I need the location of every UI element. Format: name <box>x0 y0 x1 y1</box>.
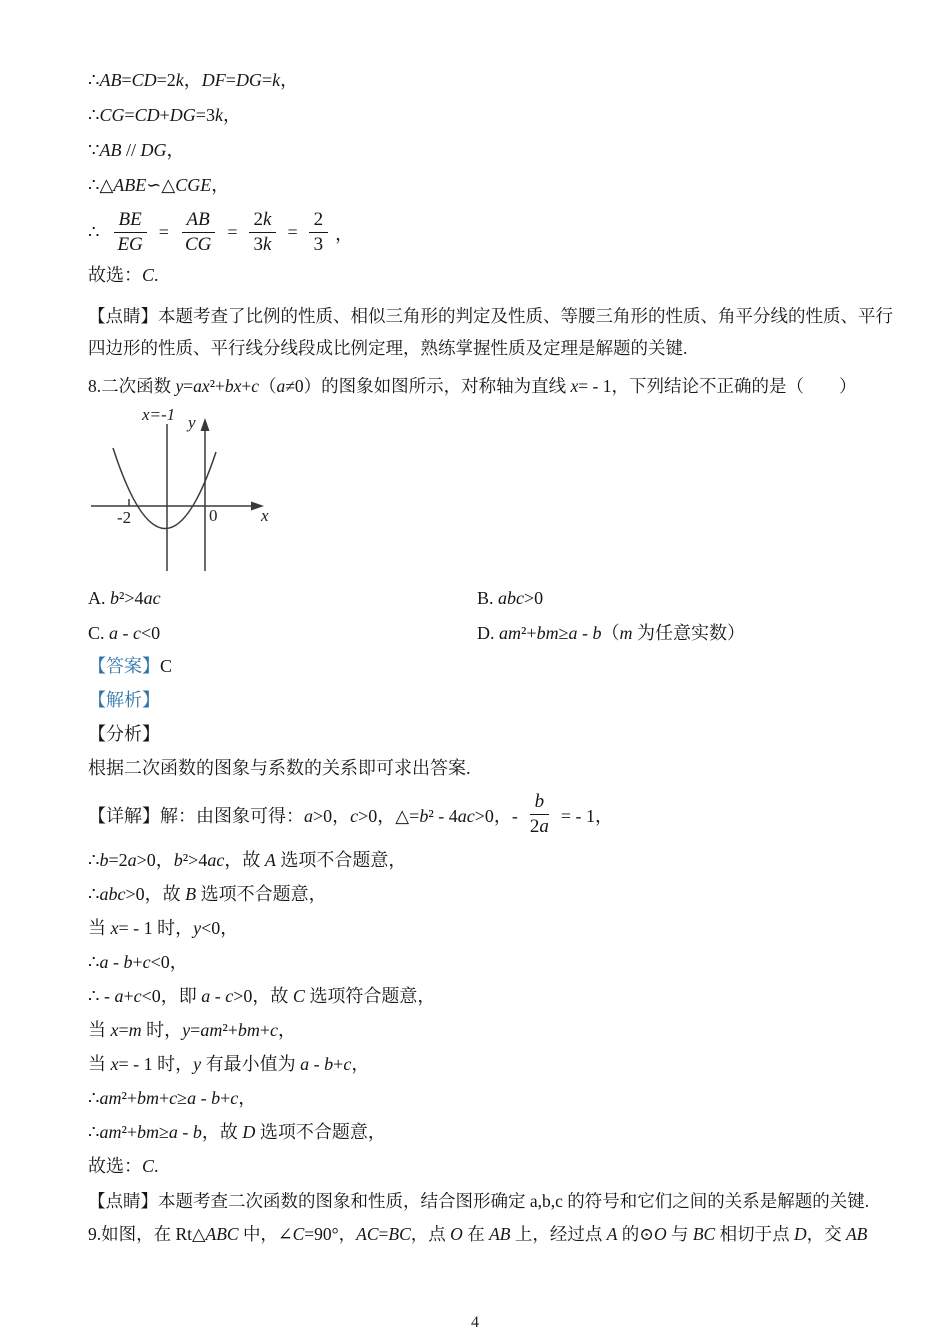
conclusion-line: 故选：C. <box>88 265 159 285</box>
y-axis-label: y <box>188 413 196 432</box>
conclusion-line: 故选：C. <box>88 1156 159 1176</box>
solution-line: ∴CG=CD+DG=3k， <box>88 105 241 125</box>
y-axis-arrow <box>201 418 210 431</box>
equals-sign: = <box>227 222 238 242</box>
fraction: $\frac{BE}{EG}$ <box>112 210 147 255</box>
remark-paragraph-line: 【点睛】本题考查了比例的性质、相似三角形的判定及性质、等腰三角形的性质、角平分线的性质、平行 <box>88 306 893 326</box>
answer-value: C <box>160 656 173 676</box>
therefore-symbol: ∴ <box>88 222 100 242</box>
symmetry-axis-label: x=-1 <box>142 406 176 424</box>
solution-line: ∴△ABE∽△CGE， <box>88 175 230 195</box>
fenxi-text-line: 根据二次函数的图象与系数的关系即可求出答案. <box>88 758 471 778</box>
jiexi-tag-line: 【解析】 <box>88 690 160 710</box>
option-a-label: A. <box>88 588 106 608</box>
x-axis-label: x <box>261 506 269 525</box>
option-b-text: abc>0 <box>498 588 544 608</box>
option-c-label: C. <box>88 623 105 643</box>
option-d-text: am²+bm≥a - b（m 为任意实数） <box>499 623 745 643</box>
remark-paragraph-line: 四边形的性质、平行线分线段成比例定理，熟练掌握性质及定理是解题的关键. <box>88 338 688 358</box>
fenxi-tag-line: 【分析】 <box>88 724 160 744</box>
answer-tag: 【答案】 <box>88 656 160 676</box>
option-c <box>88 623 477 644</box>
options-grid <box>88 588 867 644</box>
parabola-figure-svg <box>88 406 298 578</box>
answer-line <box>88 656 867 677</box>
fraction: $\frac{2k}{3k}$ <box>249 210 277 255</box>
comma: ， <box>335 223 354 244</box>
fraction: $\frac{AB}{CG}$ <box>180 210 216 255</box>
solution-step: ∴am²+bm≥a - b，故 D 选项不合题意， <box>88 1122 386 1142</box>
fraction: $\frac{2}{3}$ <box>309 210 329 255</box>
detail-prefix: 【详解】解：由图象可得：a>0，c>0，△=b² - 4ac>0，- <box>88 805 518 826</box>
option-a-text: b²>4ac <box>110 588 161 608</box>
option-b-label: B. <box>477 588 494 608</box>
ratio-equation <box>88 210 867 255</box>
page-number: 4 <box>471 1314 479 1331</box>
option-d-label: D. <box>477 623 495 643</box>
solution-step: 当 x=m 时，y=am²+bm+c， <box>88 1020 297 1040</box>
solution-step: ∴a - b+c<0， <box>88 952 188 972</box>
equals-sign: = <box>287 222 298 242</box>
origin-label: 0 <box>209 506 218 525</box>
detail-solution-line <box>88 792 867 837</box>
option-b <box>477 588 867 609</box>
fraction: $\frac{b}{2a}$ <box>529 791 549 837</box>
page-content <box>88 70 893 1245</box>
solution-step: ∴b=2a>0，b²>4ac，故 A 选项不合题意， <box>88 850 407 870</box>
solution-step: ∴ - a+c<0，即 a - c>0，故 C 选项符合题意， <box>88 986 436 1006</box>
solution-step: 当 x= - 1 时，y<0， <box>88 918 239 938</box>
solution-step: ∴abc>0，故 B 选项不合题意， <box>88 884 327 904</box>
option-a <box>88 588 477 609</box>
parabola-figure <box>88 406 298 578</box>
question-8-stem: 8.二次函数 y=ax²+bx+c（a≠0）的图象如图所示，对称轴为直线 x= - 1，下列结论不正确的是（ ） <box>88 376 857 396</box>
option-d <box>477 623 867 644</box>
solution-line: ∴AB=CD=2k，DF=DG=k， <box>88 70 299 90</box>
question-9-stem: 9.如图，在 Rt△ABC 中，∠C=90°，AC=BC，点 O 在 AB 上，经过点 A 的⊙O 与 BC 相切于点 D，交 AB <box>88 1224 868 1244</box>
remark-paragraph: 【点睛】本题考查二次函数的图象和性质，结合图形确定 a,b,c 的符号和它们之间的关系是解题的关键. <box>88 1191 870 1211</box>
detail-suffix: = - 1， <box>560 805 614 826</box>
tick-label-minus-2: -2 <box>117 508 132 527</box>
option-c-text: a - c<0 <box>109 623 161 643</box>
solution-step: 当 x= - 1 时，y 有最小值为 a - b+c， <box>88 1054 370 1074</box>
solution-line: ∵AB // DG， <box>88 140 185 160</box>
equals-sign: = <box>158 222 169 242</box>
solution-step: ∴am²+bm+c≥a - b+c， <box>88 1088 257 1108</box>
